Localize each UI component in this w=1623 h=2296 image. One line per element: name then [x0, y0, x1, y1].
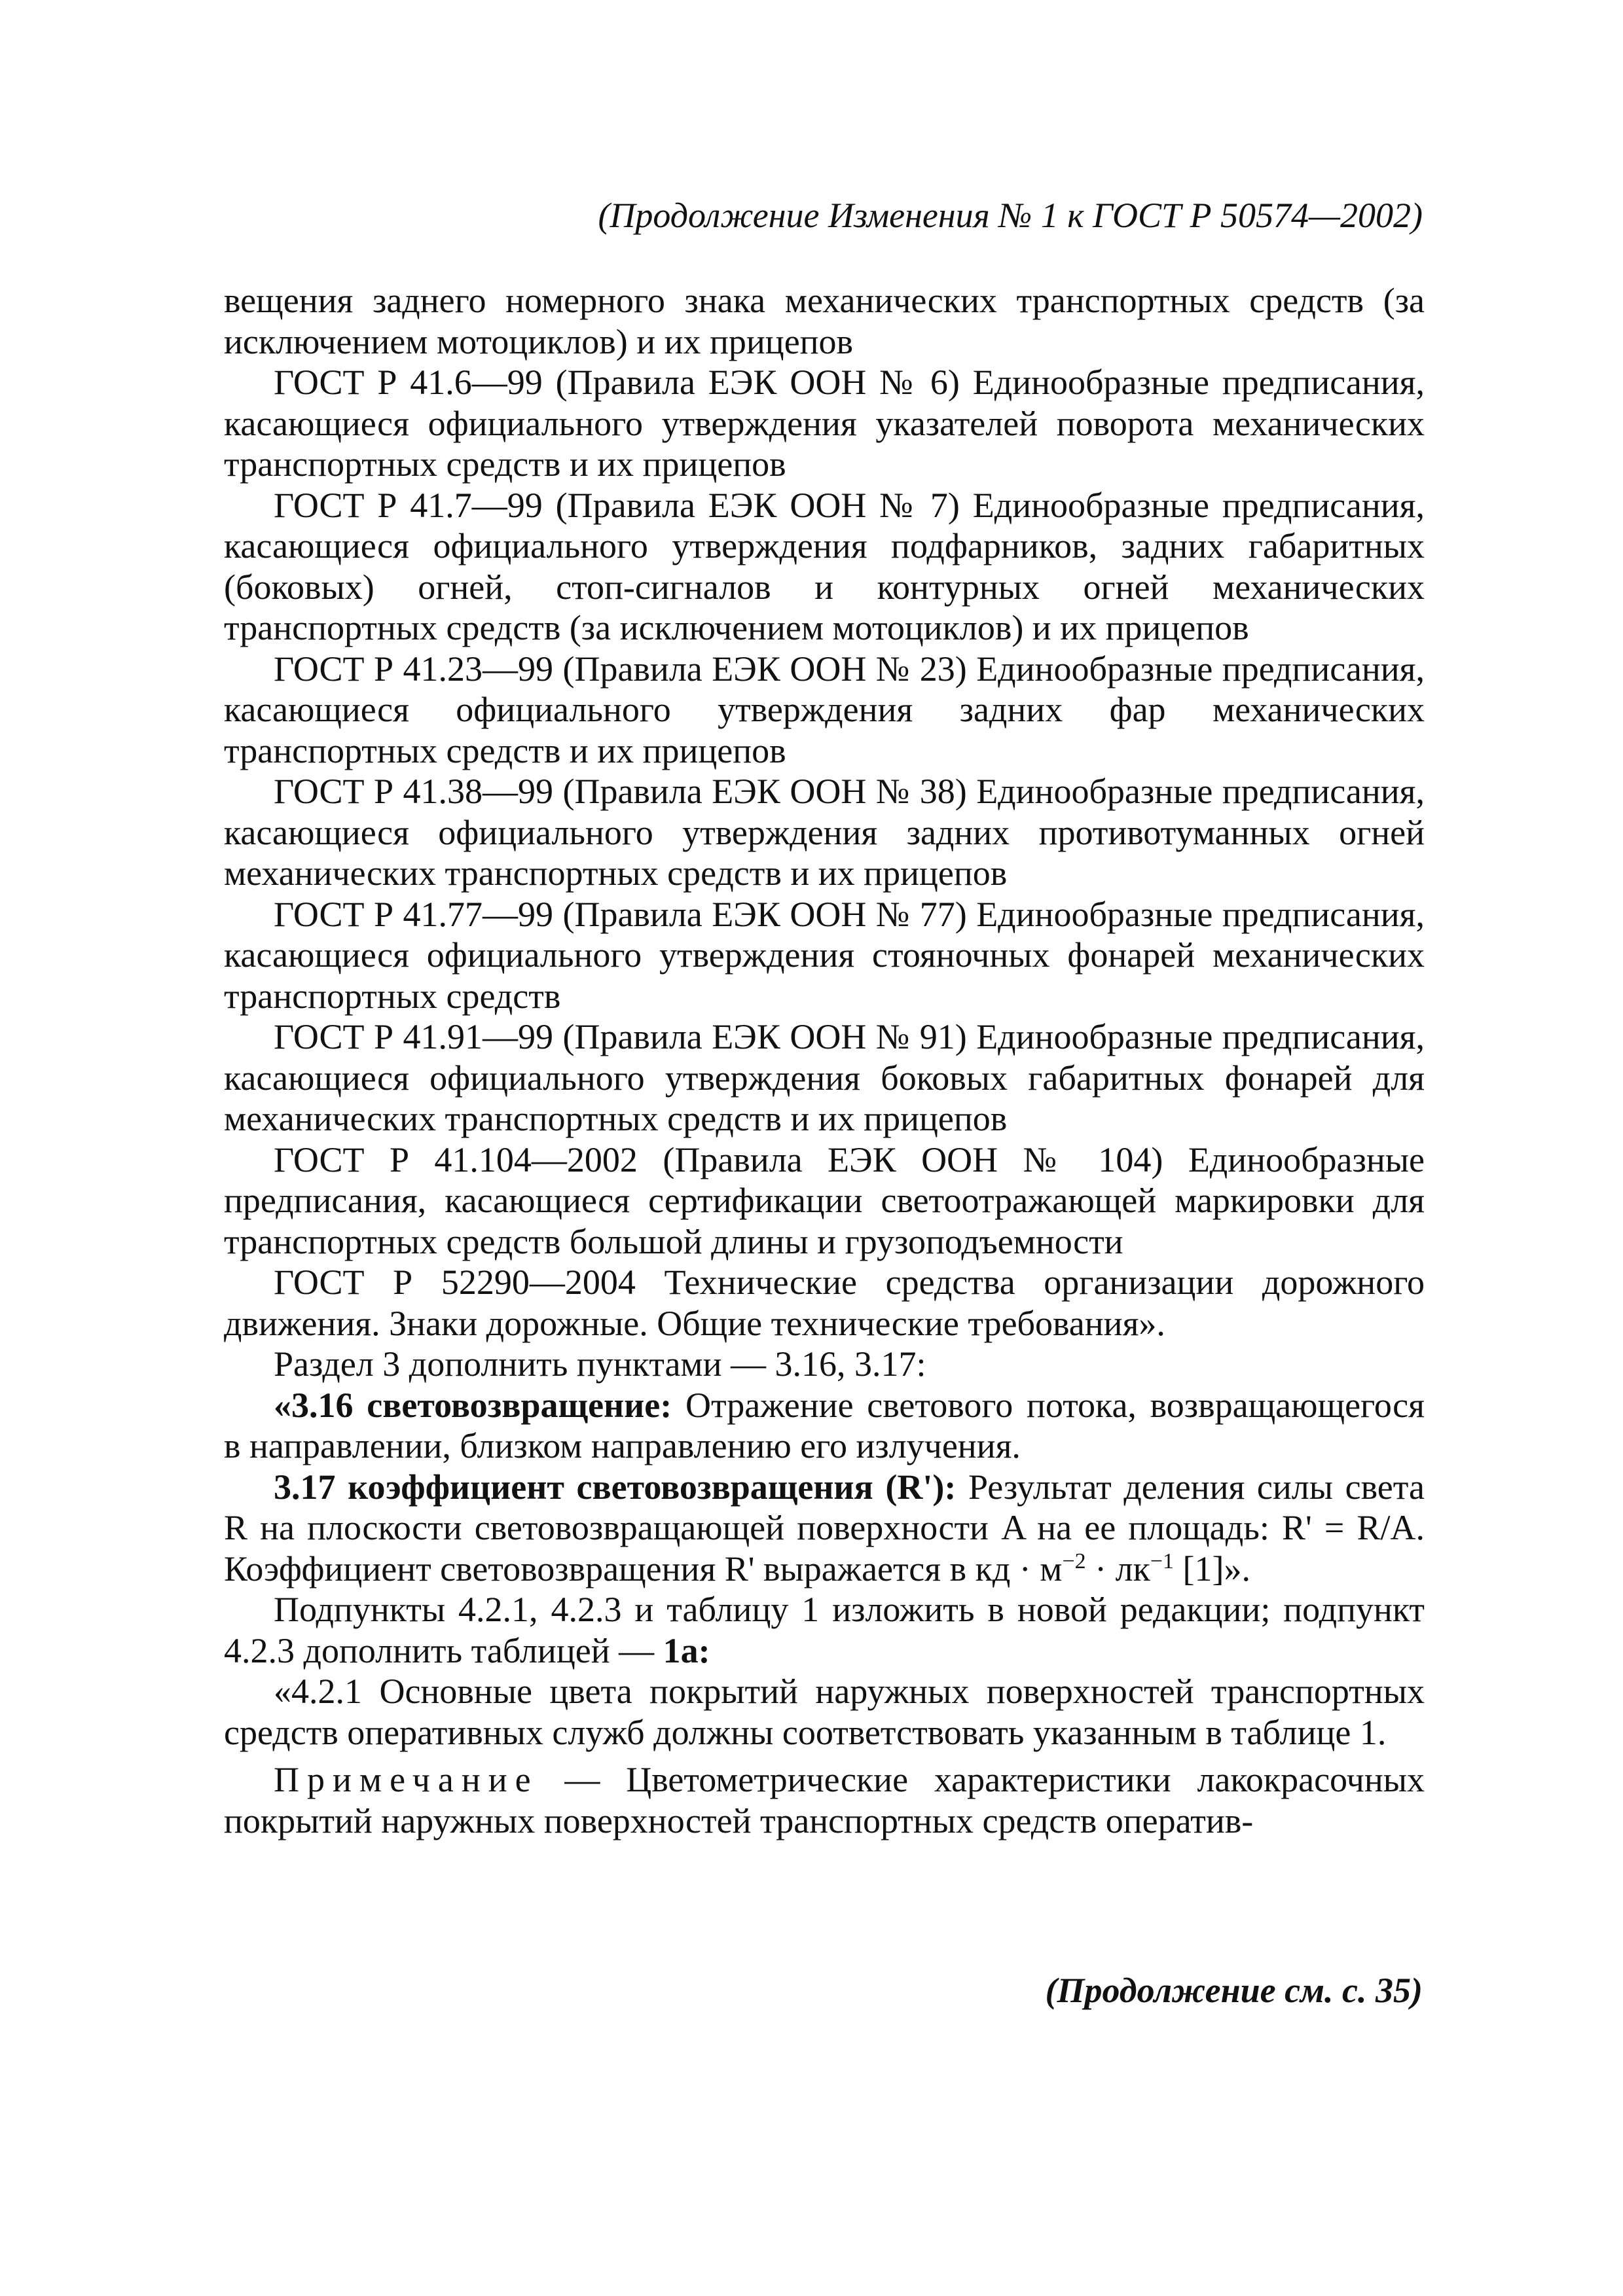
- page-header-continuation: (Продолжение Изменения № 1 к ГОСТ Р 50574—2002): [598, 196, 1423, 235]
- definition-text: [1]».: [1174, 1549, 1250, 1588]
- paragraph: ГОСТ Р 41.104—2002 (Правила ЕЭК ООН № 104) Единообразные предписания, касающиеся сертификации светоотражающей маркировки для транспортных средств большой длины и грузоподъемности: [224, 1139, 1425, 1261]
- term: 3.17 коэффициент световозвращения (R'):: [274, 1467, 957, 1507]
- definition-text: · лк: [1085, 1549, 1150, 1588]
- exponent: −2: [1062, 1549, 1086, 1573]
- paragraph: ГОСТ Р 41.23—99 (Правила ЕЭК ООН № 23) Единообразные предписания, касающиеся официального утверждения задних фар механических транспортных средств и их прицепов: [224, 649, 1425, 770]
- paragraph: ГОСТ Р 41.91—99 (Правила ЕЭК ООН № 91) Единообразные предписания, касающиеся официального утверждения боковых габаритных фонарей для механических транспортных средств и их прицепов: [224, 1017, 1425, 1138]
- page-footer-continuation: (Продолжение см. с. 35): [1045, 1971, 1423, 2010]
- note-text: — Цветометрические характеристики лакокрасочных покрытий наружных поверхностей транспортных средств оператив-: [224, 1760, 1425, 1840]
- paragraph-definition: [224, 1467, 1425, 1590]
- paragraph: Раздел 3 дополнить пунктами — 3.16, 3.17:: [274, 1344, 926, 1384]
- paragraph: ГОСТ Р 52290—2004 Технические средства организации дорожного движения. Знаки дорожные. Общие технические требования».: [224, 1263, 1425, 1343]
- paragraph: «4.2.1 Основные цвета покрытий наружных поверхностей транспортных средств оперативных служб должны соответствовать указанным в таблице 1.: [224, 1672, 1425, 1752]
- paragraph: ГОСТ Р 41.77—99 (Правила ЕЭК ООН № 77) Единообразные предписания, касающиеся официального утверждения стояночных фонарей механических транспортных средств: [224, 894, 1425, 1016]
- paragraph: вещения заднего номерного знака механических транспортных средств (за исключением мотоциклов) и их прицепов: [224, 281, 1425, 361]
- definition-text: Результат деления силы света R на плоскости световозвращающей поверхности A на ее площадь: R' = R/A. Коэффициент световозвращения R' выражается в кд · м: [224, 1467, 1425, 1588]
- note-label: Примечание: [274, 1760, 539, 1799]
- paragraph-definition: [224, 1385, 1425, 1467]
- paragraph: ГОСТ Р 41.38—99 (Правила ЕЭК ООН № 38) Единообразные предписания, касающиеся официального утверждения задних противотуманных огней механических транспортных средств и их прицепов: [224, 772, 1425, 893]
- paragraph: Подпункты 4.2.1, 4.2.3 и таблицу 1 изложить в новой редакции; подпункт 4.2.3 дополнить таблицей — 1а:: [224, 1590, 1425, 1670]
- paragraph: ГОСТ Р 41.6—99 (Правила ЕЭК ООН № 6) Единообразные предписания, касающиеся официального утверждения указателей поворота механических транспортных средств и их прицепов: [224, 363, 1425, 484]
- term: «3.16 световозвращение:: [274, 1385, 672, 1425]
- exponent: −1: [1150, 1549, 1174, 1573]
- paragraph: ГОСТ Р 41.7—99 (Правила ЕЭК ООН № 7) Единообразные предписания, касающиеся официального утверждения подфарников, задних габаритных (боковых) огней, стоп-сигналов и контурных огней механических транспортных средств (за исключением мотоциклов) и их прицепов: [224, 485, 1425, 647]
- note-paragraph: [224, 1759, 1425, 1841]
- definition-text: Отражение светового потока, возвращающегося в направлении, близком направлению его излучения.: [224, 1385, 1425, 1465]
- document-body: [224, 280, 1425, 1841]
